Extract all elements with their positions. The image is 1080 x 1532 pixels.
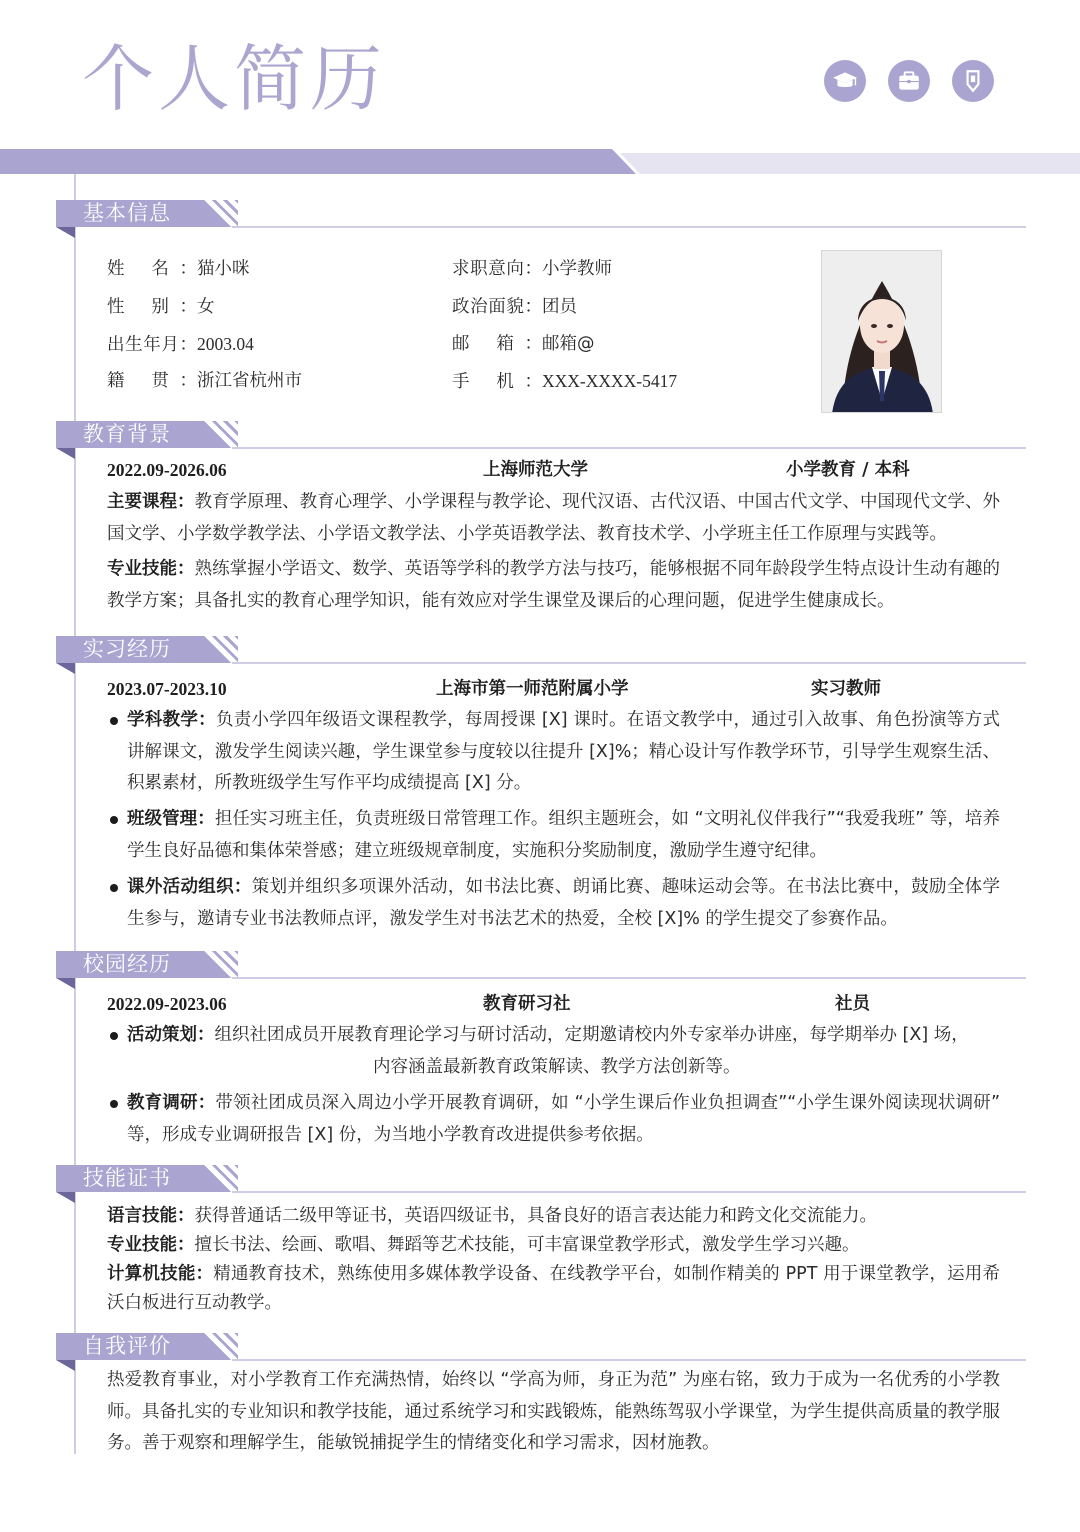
campus-date: 2022.09-2023.06 bbox=[107, 994, 227, 1014]
briefcase-icon bbox=[888, 60, 930, 102]
section-header-skills bbox=[56, 1165, 1026, 1207]
campus-item-cont: 内容涵盖最新教育政策解读、教学方法创新等。 bbox=[373, 1057, 741, 1077]
timeline-line bbox=[74, 174, 76, 1454]
info-name: 姓 名：猫小咪 bbox=[107, 259, 250, 279]
graduation-cap-icon bbox=[824, 60, 866, 102]
header-band-light bbox=[620, 153, 1080, 174]
badge-icon bbox=[952, 60, 994, 102]
info-phone: 手 机：XXX-XXXX-5417 bbox=[452, 371, 678, 392]
section-header-campus bbox=[56, 951, 1026, 993]
section-title: 自我评价 bbox=[56, 1333, 182, 1360]
campus-role: 社员 bbox=[835, 994, 870, 1014]
edu-date: 2022.09-2026.06 bbox=[107, 460, 227, 480]
edu-skills: 专业技能：熟练掌握小学语文、数学、英语等学科的教学方法与技巧，能够根据不同年龄段学生特点设计生动有趣的教学方案；具备扎实的教育心理学知识，能有效应对学生课堂及课后的心理问题，促进学生健康成长。 bbox=[107, 559, 1001, 611]
campus-org: 教育研习社 bbox=[483, 994, 571, 1014]
section-title: 校园经历 bbox=[56, 951, 182, 978]
edu-major: 小学教育 / 本科 bbox=[786, 460, 910, 480]
campus-item: 活动策划：组织社团成员开展教育理论学习与研讨活动，定期邀请校内外专家举办讲座，每学期举办 [X] 场， bbox=[127, 1025, 969, 1045]
intern-org: 上海市第一师范附属小学 bbox=[436, 679, 629, 699]
bullet-icon bbox=[110, 816, 118, 824]
page-title: 个人简历 bbox=[82, 37, 387, 121]
section-header-internship bbox=[56, 636, 1026, 678]
info-politics: 政治面貌：团员 bbox=[452, 297, 577, 317]
bullet-icon bbox=[110, 884, 118, 892]
info-email: 邮 箱：邮箱@ bbox=[452, 334, 595, 354]
edu-courses: 主要课程：教育学原理、教育心理学、小学课程与教学论、现代汉语、古代汉语、中国古代文学、中国现代文学、外国文学、小学数学教学法、小学语文教学法、小学英语教学法、教育技术学、小学班主任工作原理与实践等。 bbox=[107, 492, 1001, 544]
intern-item: 课外活动组织：策划并组织多项课外活动，如书法比赛、朗诵比赛、趣味运动会等。在书法比赛中，鼓励全体学生参与，邀请专业书法教师点评，激发学生对书法艺术的热爱，全校 [X]% 的学生提交了参赛作品。 bbox=[127, 877, 1001, 929]
section-title: 实习经历 bbox=[56, 636, 182, 663]
info-gender: 性 别：女 bbox=[107, 297, 215, 317]
skill-item: 语言技能：获得普通话二级甲等证书，英语四级证书，具备良好的语言表达能力和跨文化交流能力。 bbox=[107, 1206, 877, 1226]
section-header-basic bbox=[56, 200, 1026, 242]
section-title: 技能证书 bbox=[56, 1165, 182, 1192]
campus-item: 教育调研：带领社团成员深入周边小学开展教育调研，如 “小学生课后作业负担调查”“小学生课外阅读现状调研” 等，形成专业调研报告 [X] 份，为当地小学教育改进提供参考依据。 bbox=[127, 1093, 1001, 1145]
profile-photo bbox=[821, 250, 942, 413]
intern-date: 2023.07-2023.10 bbox=[107, 679, 227, 699]
info-birth: 出生年月：2003.04 bbox=[107, 334, 254, 355]
intern-item: 班级管理：担任实习班主任，负责班级日常管理工作。组织主题班会，如 “文明礼仪伴我行”“我爱我班” 等，培养学生良好品德和集体荣誉感；建立班级规章制度，实施积分奖励制度，激励学生遵守纪律。 bbox=[127, 809, 1000, 861]
header-band bbox=[0, 149, 636, 174]
bullet-icon bbox=[110, 717, 118, 725]
info-origin: 籍 贯：浙江省杭州市 bbox=[107, 371, 302, 391]
section-title: 教育背景 bbox=[56, 421, 182, 448]
edu-school: 上海师范大学 bbox=[483, 460, 588, 480]
intern-item: 学科教学：负责小学四年级语文课程教学，每周授课 [X] 课时。在语文教学中，通过引入故事、角色扮演等方式讲解课文，激发学生阅读兴趣，学生课堂参与度较以往提升 [X]%；精心设计写作教学环节，引导学生观察生活、积累素材，所教班级学生写作平均成绩提高 [X] 分。 bbox=[127, 710, 1001, 793]
skill-item: 计算机技能：精通教育技术，熟练使用多媒体教学设备、在线教学平台，如制作精美的 PPT 用于课堂教学，运用希沃白板进行互动教学。 bbox=[107, 1264, 1000, 1313]
bullet-icon bbox=[110, 1032, 118, 1040]
section-title: 基本信息 bbox=[56, 200, 182, 227]
intern-role: 实习教师 bbox=[811, 679, 881, 699]
bullet-icon bbox=[110, 1100, 118, 1108]
skill-item: 专业技能：擅长书法、绘画、歌唱、舞蹈等艺术技能，可丰富课堂教学形式，激发学生学习兴趣。 bbox=[107, 1235, 860, 1255]
info-intent: 求职意向：小学教师 bbox=[452, 259, 612, 279]
self-evaluation: 热爱教育事业，对小学教育工作充满热情，始终以 “学高为师，身正为范” 为座右铭，致力于成为一名优秀的小学教师。具备扎实的专业知识和教学技能，通过系统学习和实践锻炼，能熟练驾驭小学课堂，为学生提供高质量的教学服务。善于观察和理解学生，能敏锐捕捉学生的情绪变化和学习需求，因材施教。 bbox=[107, 1370, 1000, 1453]
